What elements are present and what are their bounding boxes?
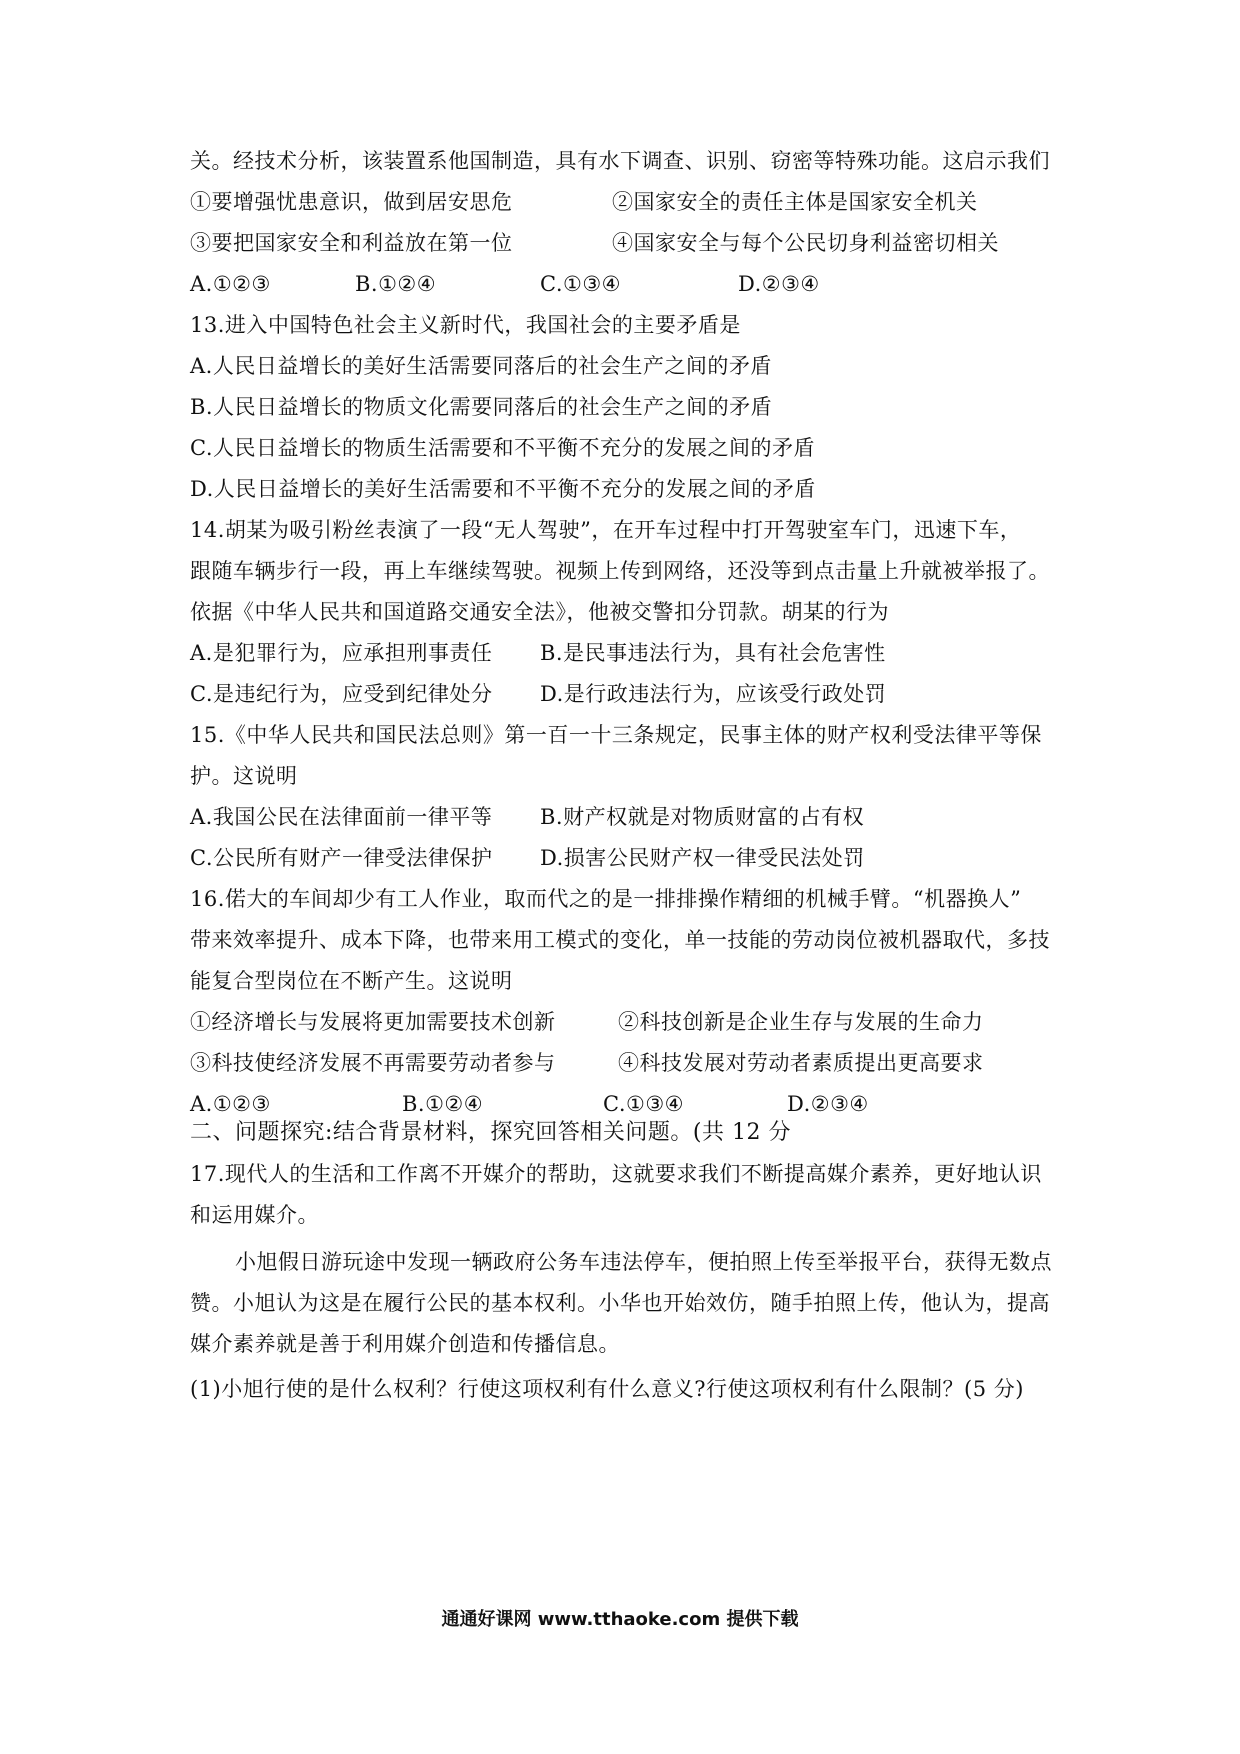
- q17-material-line-3: 媒介素养就是善于利用媒介创造和传播信息。: [190, 1332, 620, 1356]
- q15-stem-line-1: 15.《中华人民共和国民法总则》第一百一十三条规定，民事主体的财产权利受法律平等保: [190, 723, 1042, 747]
- q13-choice-b: B.人民日益增长的物质文化需要同落后的社会生产之间的矛盾: [190, 395, 773, 419]
- q16-option-3: ③科技使经济发展不再需要劳动者参与: [190, 1051, 556, 1075]
- q16-choice-a: A.①②③: [190, 1092, 271, 1116]
- q12-option-4: ④国家安全与每个公民切身利益密切相关: [612, 231, 999, 255]
- q15-stem-line-2: 护。这说明: [190, 764, 298, 788]
- q17-material-line-2: 赞。小旭认为这是在履行公民的基本权利。小华也开始效仿，随手拍照上传，他认为，提高: [190, 1291, 1050, 1315]
- q17-stem-line-1: 17.现代人的生活和工作离不开媒介的帮助，这就要求我们不断提高媒介素养，更好地认识: [190, 1162, 1042, 1186]
- q12-option-2: ②国家安全的责任主体是国家安全机关: [612, 190, 978, 214]
- q15-choice-b: B.财产权就是对物质财富的占有权: [540, 805, 865, 829]
- q13-stem: 13.进入中国特色社会主义新时代，我国社会的主要矛盾是: [190, 313, 741, 337]
- q13-choice-c: C.人民日益增长的物质生活需要和不平衡不充分的发展之间的矛盾: [190, 436, 815, 460]
- q12-option-3: ③要把国家安全和利益放在第一位: [190, 231, 513, 255]
- q14-stem-line-2: 跟随车辆步行一段，再上车继续驾驶。视频上传到网络，还没等到点击量上升就被举报了。: [190, 559, 1050, 583]
- q12-choice-c: C.①③④: [540, 272, 621, 296]
- q16-stem-line-3: 能复合型岗位在不断产生。这说明: [190, 969, 513, 993]
- q17-material-line-1: 小旭假日游玩途中发现一辆政府公务车违法停车，便拍照上传至举报平台，获得无数点: [235, 1250, 1052, 1274]
- q16-option-4: ④科技发展对劳动者素质提出更高要求: [618, 1051, 984, 1075]
- q16-choice-b: B.①②④: [402, 1092, 484, 1116]
- q12-stem-end: 关。经技术分析，该装置系他国制造，具有水下调查、识别、窃密等特殊功能。这启示我们: [190, 149, 1050, 173]
- q14-choice-c: C.是违纪行为，应受到纪律处分: [190, 682, 493, 706]
- q12-choice-a: A.①②③: [190, 272, 271, 296]
- q16-option-1: ①经济增长与发展将更加需要技术创新: [190, 1010, 556, 1034]
- q13-choice-a: A.人民日益增长的美好生活需要同落后的社会生产之间的矛盾: [190, 354, 772, 378]
- section-2-heading: 二、问题探究:结合背景材料，探究回答相关问题。(共 12 分: [190, 1120, 791, 1145]
- q15-choice-d: D.损害公民财产权一律受民法处罚: [540, 846, 865, 870]
- q16-choice-d: D.②③④: [787, 1092, 869, 1116]
- q13-choice-d: D.人民日益增长的美好生活需要和不平衡不充分的发展之间的矛盾: [190, 477, 816, 501]
- q14-choice-b: B.是民事违法行为，具有社会危害性: [540, 641, 886, 665]
- q16-option-2: ②科技创新是企业生存与发展的生命力: [618, 1010, 984, 1034]
- q16-stem-line-2: 带来效率提升、成本下降，也带来用工模式的变化，单一技能的劳动岗位被机器取代，多技: [190, 928, 1050, 952]
- q17-subquestion-1: (1)小旭行使的是什么权利？行使这项权利有什么意义?行使这项权利有什么限制？(5 分): [190, 1377, 1024, 1401]
- q14-choice-d: D.是行政违法行为，应该受行政处罚: [540, 682, 887, 706]
- q12-option-1: ①要增强忧患意识，做到居安思危: [190, 190, 513, 214]
- q12-choice-b: B.①②④: [355, 272, 437, 296]
- q15-choice-c: C.公民所有财产一律受法律保护: [190, 846, 493, 870]
- q14-stem-line-1: 14.胡某为吸引粉丝表演了一段“无人驾驶”，在开车过程中打开驾驶室车门，迅速下车，: [190, 518, 1022, 542]
- q14-choice-a: A.是犯罪行为，应承担刑事责任: [190, 641, 493, 665]
- q12-choice-d: D.②③④: [738, 272, 820, 296]
- q15-choice-a: A.我国公民在法律面前一律平等: [190, 805, 493, 829]
- q17-stem-line-2: 和运用媒介。: [190, 1203, 319, 1227]
- q16-choice-c: C.①③④: [603, 1092, 684, 1116]
- q16-stem-line-1: 16.偌大的车间却少有工人作业，取而代之的是一排排操作精细的机械手臂。“机器换人”: [190, 887, 1022, 911]
- q14-stem-line-3: 依据《中华人民共和国道路交通安全法》，他被交警扣分罚款。胡某的行为: [190, 600, 889, 624]
- page-footer: 通通好课网 www.tthaoke.com 提供下载: [441, 1609, 799, 1630]
